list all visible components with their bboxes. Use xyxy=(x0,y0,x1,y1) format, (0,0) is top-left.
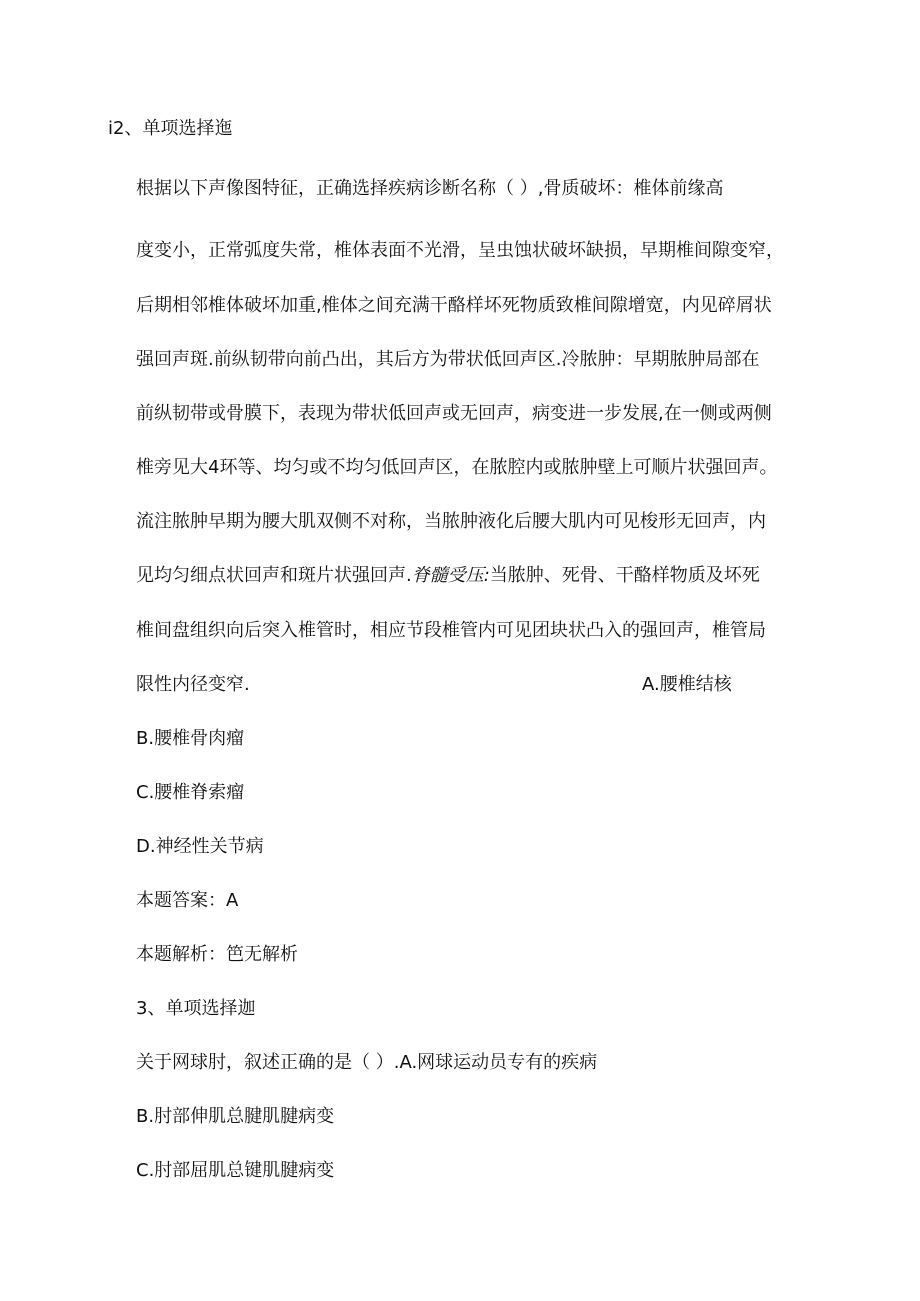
question-2-stem-line: 根据以下声像图特征，正确选择疾病诊断名称（ ）,骨质破坏：椎体前缘高 xyxy=(136,178,724,199)
option-c: C.腰椎脊索瘤 xyxy=(136,782,245,803)
question-2-stem-line: 前纵韧带或骨膜下，表现为带状低回声或无回声，病变进一步发展,在一侧或两侧 xyxy=(136,403,772,424)
question-2-stem-line: 限性内径变窄. xyxy=(136,674,250,695)
analysis-text: 本题解析：笆无解析 xyxy=(136,944,298,965)
question-3-stem: 关于网球肘，叙述正确的是（ ）.A.网球运动员专有的疾病 xyxy=(136,1052,598,1073)
option-d: D.神经性关节病 xyxy=(136,836,264,857)
option-c: C.肘部屈肌总键肌腱病变 xyxy=(136,1160,335,1181)
question-2-stem-line: 椎旁见大4环等、均匀或不均匀低回声区，在脓腔内或脓肿壁上可顺片状强回声。 xyxy=(136,457,778,478)
option-a: A.腰椎结核 xyxy=(642,674,732,695)
question-2-header: i2、单项选择迤 xyxy=(108,118,233,139)
question-2-stem-line xyxy=(136,563,760,589)
option-b: B.腰椎骨肉瘤 xyxy=(136,728,245,749)
italic-heading: 脊髓受压: xyxy=(411,565,490,586)
question-2-stem-line: 椎间盘组织向后突入椎管时，相应节段椎管内可见团块状凸入的强回声，椎管局 xyxy=(136,620,766,641)
stem-text: 当脓肿、死骨、干酪样物质及坏死 xyxy=(489,565,760,586)
question-2-stem-line: 流注脓肿早期为腰大肌双侧不对称，当脓肿液化后腰大肌内可见梭形无回声，内 xyxy=(136,511,766,532)
option-b: B.肘部伸肌总腱肌腱病变 xyxy=(136,1106,335,1127)
stem-text: 见均匀细点状回声和斑片状强回声. xyxy=(136,565,412,586)
question-2-stem-line: 强回声斑.前纵韧带向前凸出，其后方为带状低回声区.冷脓肿：早期脓肿局部在 xyxy=(136,349,760,370)
answer-text: 本题答案：A xyxy=(136,890,239,911)
question-3-header: 3、单项选择迦 xyxy=(136,998,256,1019)
question-2-stem-line: 度变小，正常弧度失常，椎体表面不光滑，呈虫蚀状破坏缺损，早期椎间隙变窄， xyxy=(136,240,784,261)
question-2-stem-line: 后期相邻椎体破坏加重,椎体之间充满干酪样坏死物质致椎间隙增宽，内见碎屑状 xyxy=(136,295,772,316)
